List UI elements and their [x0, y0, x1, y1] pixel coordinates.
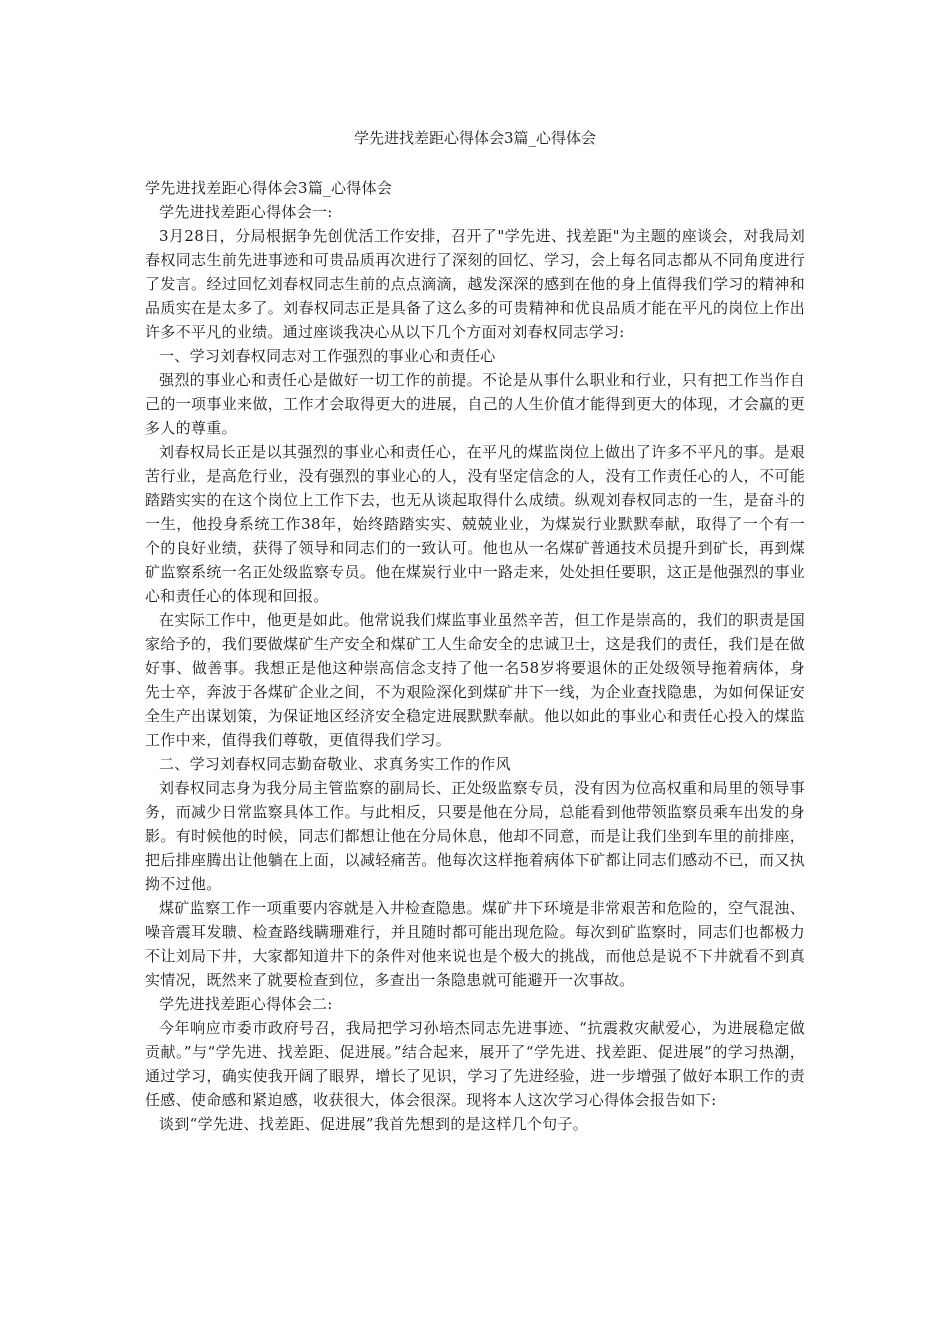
paragraph: 3月28日，分局根据争先创优活工作安排，召开了"学先进、找差距"为主题的座谈会，对我局刘春权同志生前先进事迹和可贵品质再次进行了深刻的回忆、学习，会上每名同志都从不同角度进行了发言。经过回忆刘春权同志生前的点点滴滴，越发深深的感到在他的身上值得我们学习的精神和品质实在是太多了。刘春权同志正是具备了这么多的可贵精神和优良品质才能在平凡的岗位上作出许多不平凡的业绩。通过座谈我决心从以下几个方面对刘春权同志学习:	[145, 227, 805, 341]
paragraph: 谈到“学先进、找差距、促进展”我首先想到的是这样几个句子。	[159, 1115, 589, 1133]
paragraph: 今年响应市委市政府号召，我局把学习孙培杰同志先进事迹、“抗震救灾献爱心，为进展稳定做贡献。”与“学先进、找差距、促进展。”结合起来，展开了“学先进、找差距、促进展”的学习热潮，通过学习，确实使我开阔了眼界，增长了见识，学习了先进经验，进一步增强了做好本职工作的责任感、使命感和紧迫感，收获很大，体会很深。现将本人这次学习心得体会报告如下:	[145, 1019, 805, 1109]
document-title: 学先进找差距心得体会3篇_心得体会	[353, 129, 597, 147]
document-subtitle: 学先进找差距心得体会3篇_心得体会	[145, 179, 393, 197]
paragraph: 刘春权同志身为我分局主管监察的副局长、正处级监察专员，没有因为位高权重和局里的领导事务，而减少日常监察具体工作。与此相反，只要是他在分局，总能看到他带领监察员乘车出发的身影。有时候他的时候，同志们都想让他在分局休息，他却不同意，而是让我们坐到车里的前排座，把后排座腾出让他躺在上面，以减轻痛苦。他每次这样拖着病体下矿都让同志们感动不已，而又执拗不过他。	[145, 779, 805, 893]
paragraph: 煤矿监察工作一项重要内容就是入井检查隐患。煤矿井下环境是非常艰苦和危险的，空气混浊、噪音震耳发聩、检查路线瞒珊难行，并且随时都可能出现危险。每次到矿监察时，同志们也都极力不让刘局下井，大家都知道井下的条件对他来说也是个极大的挑战，而他总是说不下井就看不到真实情况，既然来了就要检查到位，多查出一条隐患就可能避开一次事故。	[145, 899, 805, 989]
section-heading: 学先进找差距心得体会二:	[159, 995, 333, 1013]
document-body	[145, 176, 805, 1136]
section-heading: 二、学习刘春权同志勤奋敬业、求真务实工作的作风	[159, 755, 511, 773]
paragraph: 在实际工作中，他更是如此。他常说我们煤监事业虽然辛苦，但工作是崇高的，我们的职责是国家给予的，我们要做煤矿生产安全和煤矿工人生命安全的忠诚卫士，这是我们的责任，我们是在做好事、做善事。我想正是他这种崇高信念支持了他一名58岁将要退休的正处级领导拖着病体，身先士卒，奔波于各煤矿企业之间，不为艰险深化到煤矿井下一线，为企业查找隐患，为如何保证安全生产出谋划策，为保证地区经济安全稳定进展默默奉献。他以如此的事业心和责任心投入的煤监工作中来，值得我们尊敬，更值得我们学习。	[145, 611, 805, 749]
section-heading: 学先进找差距心得体会一:	[159, 203, 333, 221]
paragraph: 刘春权局长正是以其强烈的事业心和责任心，在平凡的煤监岗位上做出了许多不平凡的事。是艰苦行业，是高危行业，没有强烈的事业心的人，没有坚定信念的人，没有工作责任心的人，不可能踏踏实实的在这个岗位上工作下去，也无从谈起取得什么成绩。纵观刘春权同志的一生，是奋斗的一生，他投身系统工作38年，始终踏踏实实、兢兢业业，为煤炭行业默默奉献，取得了一个有一个的良好业绩，获得了领导和同志们的一致认可。他也从一名煤矿普通技术员提升到矿长，再到煤矿监察系统一名正处级监察专员。他在煤炭行业中一路走来，处处担任要职，这正是他强烈的事业心和责任心的体现和回报。	[145, 443, 805, 605]
section-heading: 一、学习刘春权同志对工作强烈的事业心和责任心	[159, 347, 496, 365]
paragraph: 强烈的事业心和责任心是做好一切工作的前提。不论是从事什么职业和行业，只有把工作当作自己的一项事业来做，工作才会取得更大的进展，自己的人生价值才能得到更大的体现，才会赢的更多人的尊重。	[145, 371, 805, 437]
